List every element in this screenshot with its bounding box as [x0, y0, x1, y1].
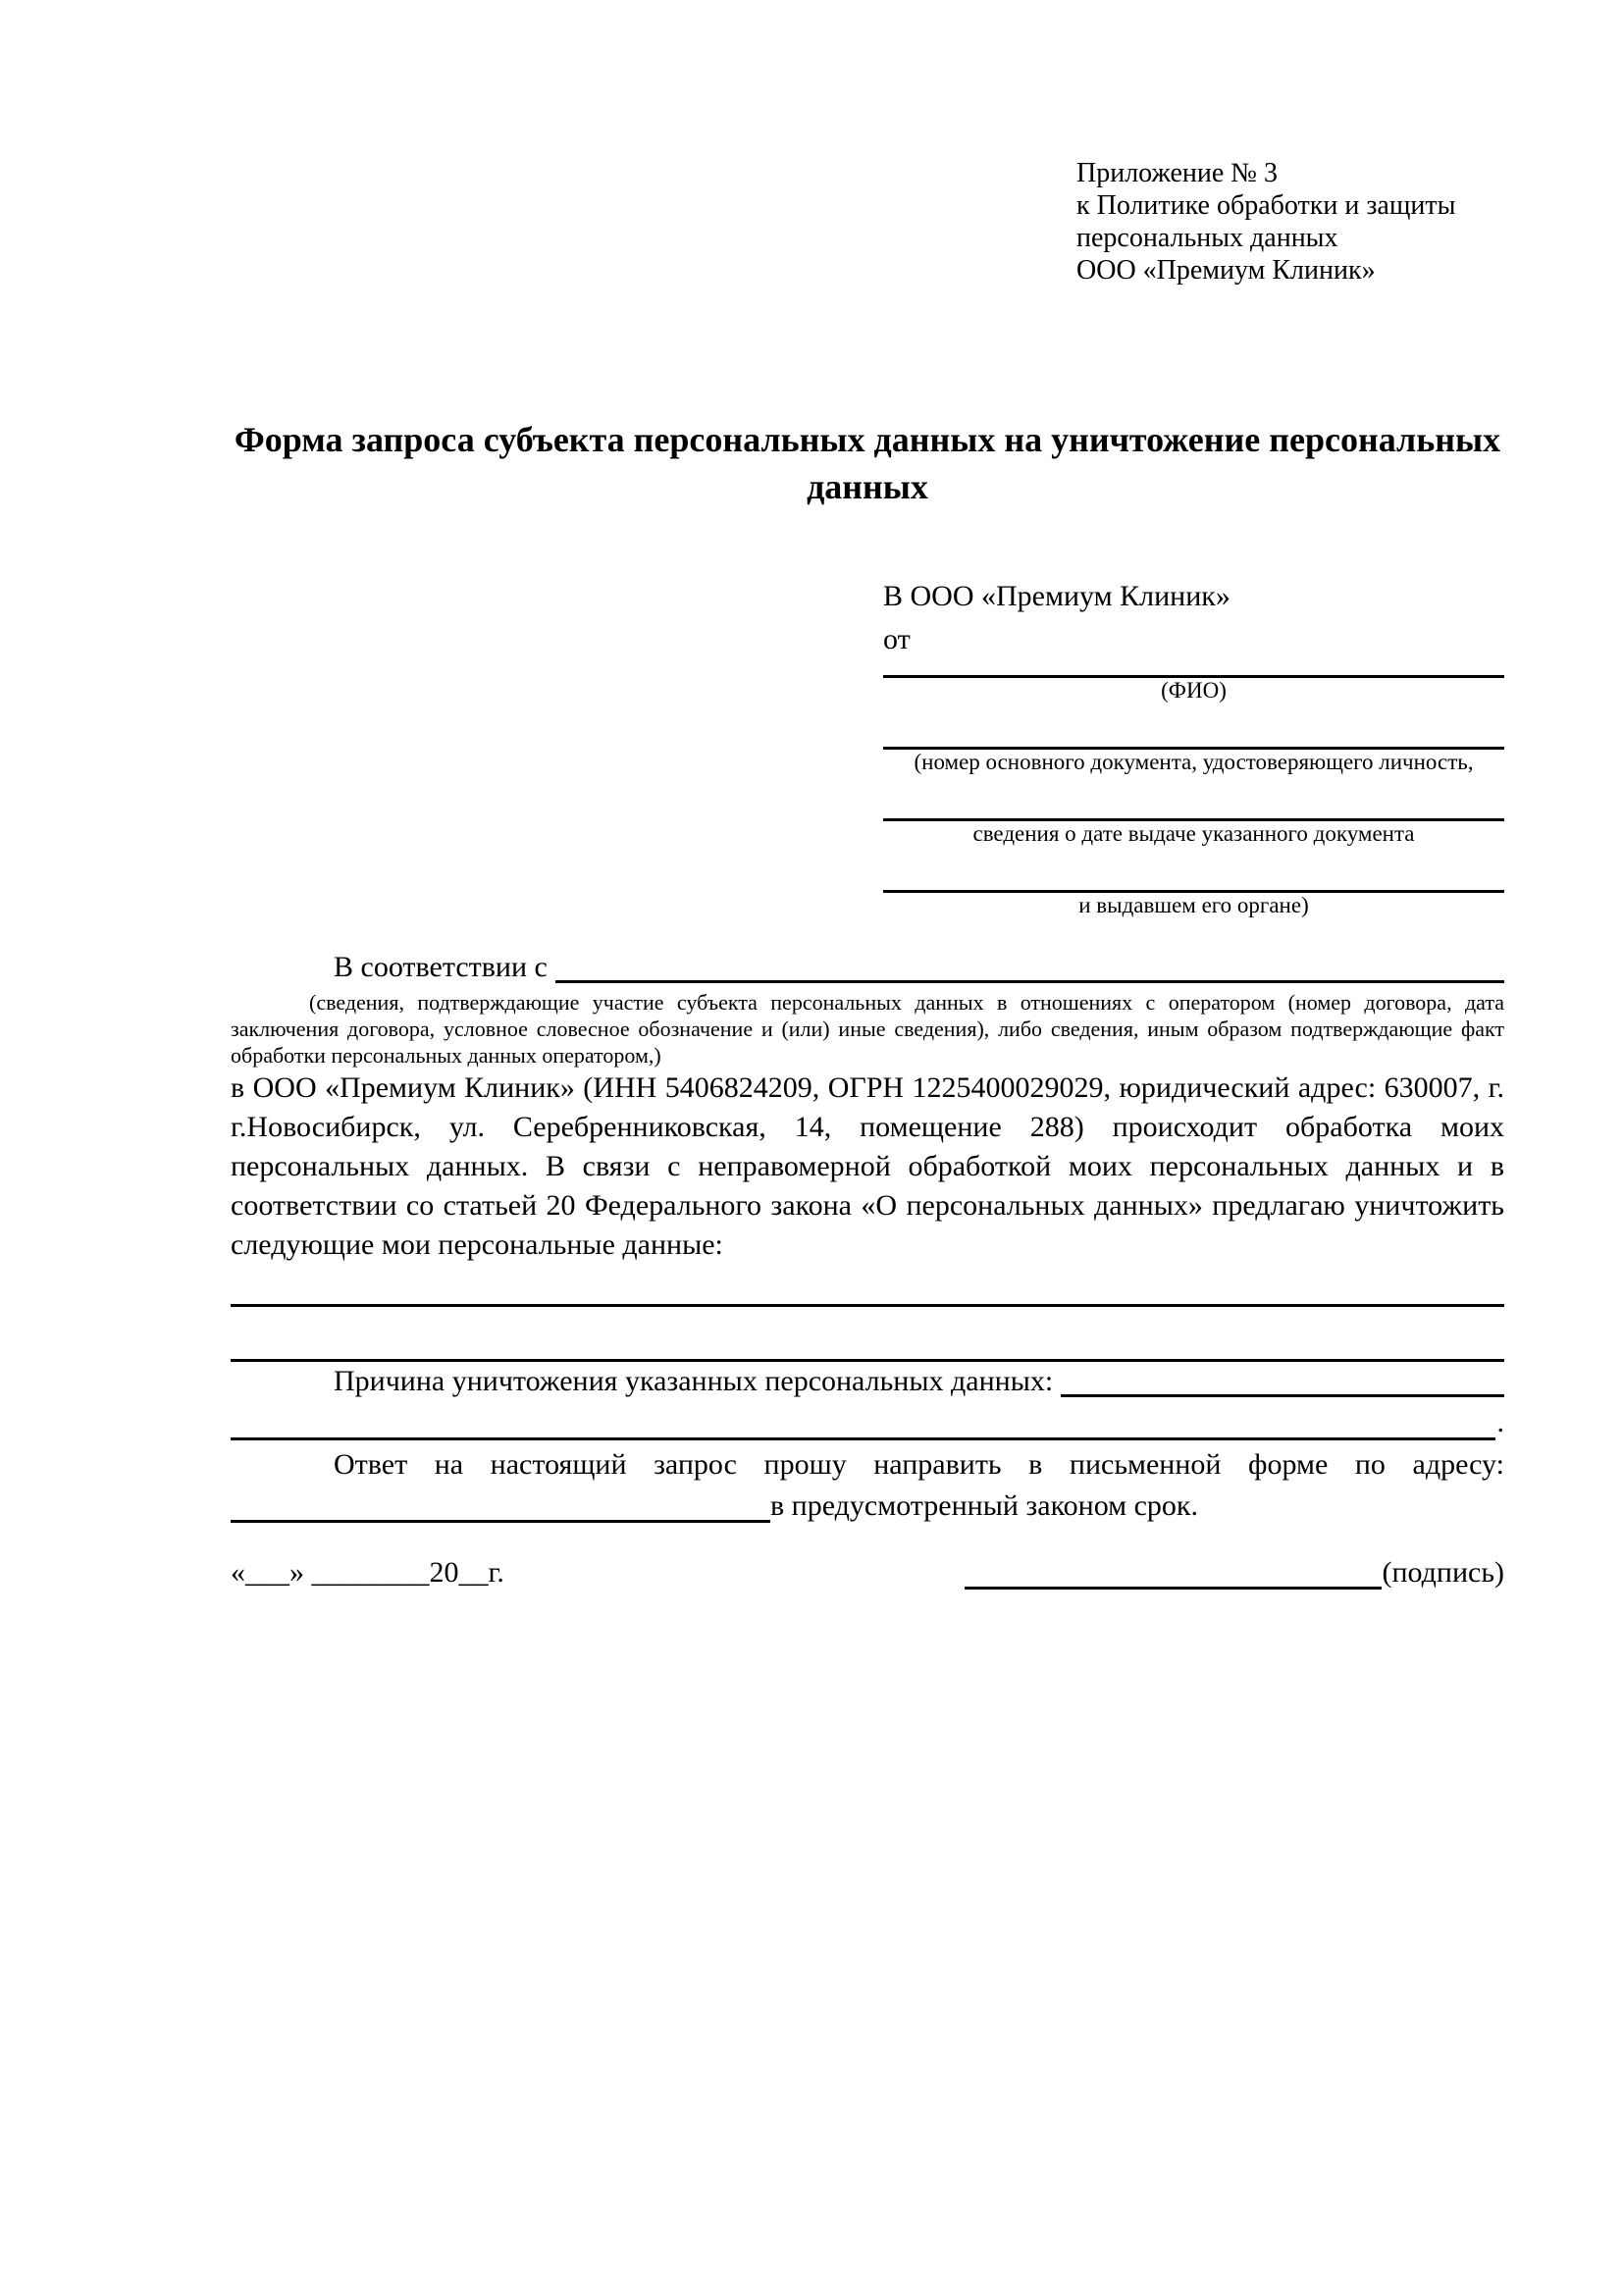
doc-issuer-input-line[interactable]	[883, 876, 1504, 893]
addressee-block	[883, 575, 1504, 918]
appendix-line: Приложение № 3	[1076, 158, 1278, 188]
data-to-destroy-input-line-1[interactable]	[231, 1265, 1504, 1307]
accordance-note: (сведения, подтверждающие участие субъекта персональных данных в отношениях с оператором (номер договора, дата заключения договора, условное словесное обозначение и (или) иные сведения), либо сведения, иным образом подтверждающие факт обработки персональных данных оператором,)	[231, 990, 1504, 1068]
field-fio	[883, 661, 1504, 704]
response-address-row	[231, 1486, 1504, 1527]
footer-row	[231, 1552, 1504, 1593]
page-content	[231, 0, 1504, 1593]
field-doc-number	[883, 733, 1504, 775]
appendix-line: ООО «Премиум Клиник»	[1076, 255, 1376, 286]
reason-row	[231, 1362, 1504, 1401]
signature-caption: (подпись)	[1382, 1556, 1504, 1589]
signature-group	[965, 1552, 1504, 1593]
fio-input-line[interactable]	[883, 661, 1504, 678]
signature-input-line[interactable]	[965, 1552, 1382, 1590]
reason-input-line-2[interactable]	[231, 1401, 1495, 1440]
reason-label: Причина уничтожения указанных персональных данных:	[334, 1365, 1054, 1397]
data-to-destroy-input-line-2[interactable]	[231, 1307, 1504, 1362]
response-address-input-line[interactable]	[231, 1486, 770, 1523]
addressee-from-label: от	[883, 623, 911, 655]
accordance-row	[231, 948, 1504, 987]
addressee-to: В ООО «Премиум Клиник»	[883, 580, 1230, 612]
appendix-line: персональных данных	[1076, 223, 1338, 253]
doc-issuer-caption: и выдавшем его органе)	[1078, 893, 1309, 917]
doc-number-input-line[interactable]	[883, 733, 1504, 750]
date-blank-template[interactable]: «___» ________20__г.	[231, 1556, 504, 1589]
reason-period: .	[1496, 1406, 1504, 1438]
paragraph-indent	[231, 1362, 334, 1401]
reason-input-line-1[interactable]	[1061, 1362, 1504, 1397]
main-paragraph: в ООО «Премиум Клиник» (ИНН 5406824209, ОГРН 1225400029029, юридический адрес: 630007, г. г.Новосибирск, ул. Серебренниковская, 14, помещение 288) происходит обработка моих персональных данных. В связи с неправомерной обработкой моих персональных данных и в соответствии со статьей 20 Федерального закона «О персональных данных» предлагаю уничтожить следующие мои персональные данные:	[231, 1071, 1504, 1261]
field-doc-issuer	[883, 876, 1504, 918]
document-title: Форма запроса субъекта персональных данных на уничтожение персональных данных	[234, 420, 1501, 506]
doc-issue-date-caption: сведения о дате выдаче указанного документа	[972, 821, 1415, 846]
reason-continuation-row	[231, 1401, 1504, 1444]
appendix-block	[1076, 157, 1504, 287]
accordance-label: В соответствии с	[334, 951, 548, 983]
paragraph-indent	[231, 948, 334, 987]
appendix-line: к Политике обработки и защиты	[1076, 190, 1456, 221]
field-doc-issue-date	[883, 805, 1504, 847]
doc-issue-date-input-line[interactable]	[883, 805, 1504, 821]
response-request-line: Ответ на настоящий запрос прошу направить в письменной форме по адресу:	[334, 1448, 1504, 1481]
doc-number-caption: (номер основного документа, удостоверяющего личность,	[914, 750, 1474, 774]
accordance-input-line[interactable]	[555, 948, 1504, 983]
fio-caption: (ФИО)	[1161, 678, 1227, 703]
response-suffix: в предусмотренный законом срок.	[770, 1489, 1198, 1522]
